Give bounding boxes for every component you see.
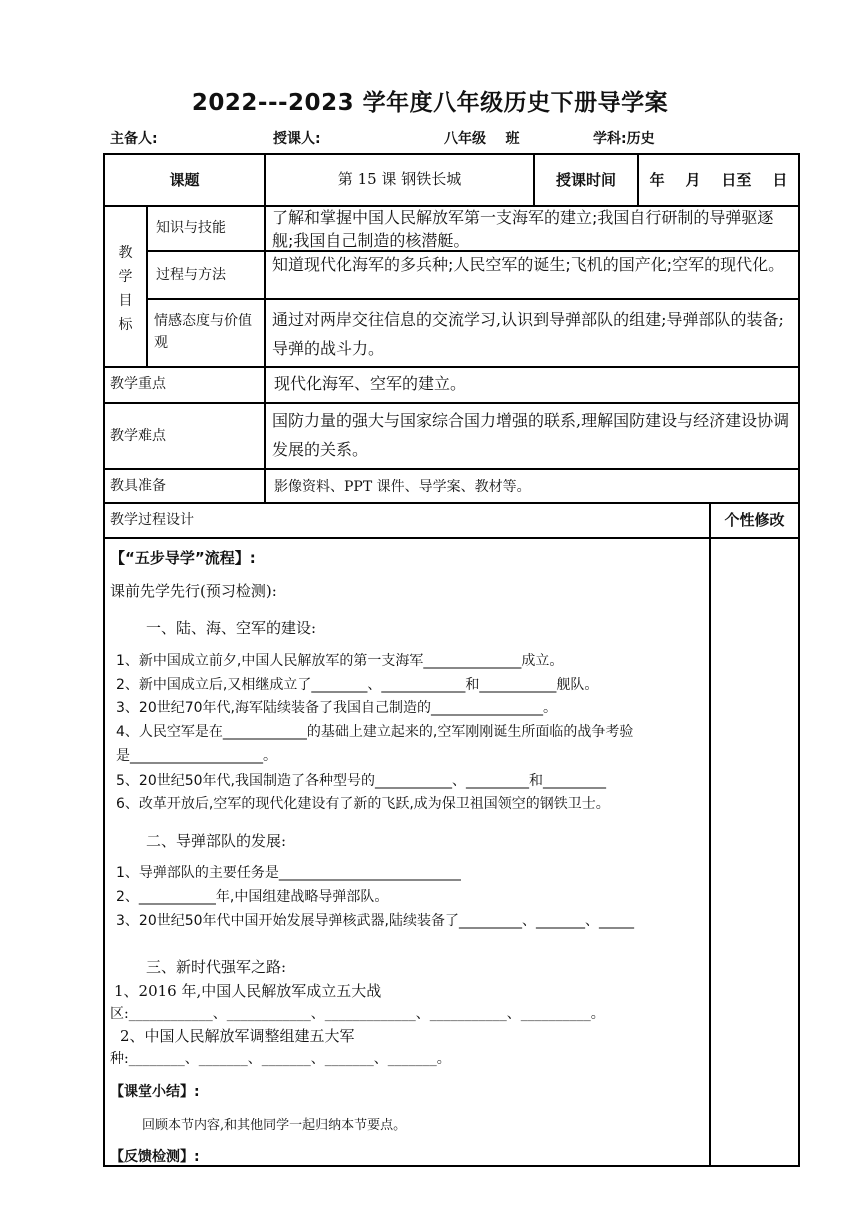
objectives-label-char: 目	[118, 293, 133, 309]
meta-grade-class: 八年级 班	[444, 131, 520, 147]
section1-item: 2、新中国成立后,又相继成立了________、____________和___________舰队。	[116, 677, 599, 693]
time-value: 年 月 日至 日	[649, 171, 788, 189]
summary-text: 回顾本节内容,和其他同学一起归纳本节要点。	[142, 1118, 407, 1133]
objective-label-attitude: 情感态度与价值观	[154, 313, 252, 351]
topic-label: 课题	[169, 171, 200, 189]
grid-line	[103, 153, 800, 155]
section1-item: 4、人民空军是在____________的基础上建立起来的,空军刚刚诞生所面临的战争考验	[116, 724, 634, 740]
section2-item: 1、导弹部队的主要任务是__________________________	[116, 865, 461, 881]
meta-lecturer: 授课人:	[273, 131, 321, 147]
objectives-label-char: 教	[118, 245, 133, 261]
grid-line	[103, 366, 800, 368]
objectives-label-char: 学	[118, 269, 133, 285]
grid-line	[103, 537, 800, 539]
grid-line	[146, 298, 800, 300]
objective-label-process: 过程与方法	[156, 267, 226, 283]
section1-item: 3、20世纪70年代,海军陆续装备了我国自己制造的________________。	[116, 700, 557, 716]
key-points-label: 教学重点	[110, 376, 166, 392]
summary-title: 【课堂小结】:	[110, 1084, 200, 1100]
topic-value: 第 15 课 钢铁长城	[337, 170, 462, 188]
grid-line	[103, 468, 800, 470]
objectives-label	[105, 241, 146, 337]
objective-label-knowledge: 知识与技能	[156, 220, 226, 236]
section3-item1-line2: 区:____________、____________、_____________、___________、__________。	[110, 1006, 605, 1022]
personal-revision-label: 个性修改	[724, 511, 785, 529]
meta-preparer: 主备人:	[110, 131, 158, 147]
grid-line	[103, 502, 800, 504]
difficulties-label: 教学难点	[110, 428, 166, 444]
section2-title: 二、导弹部队的发展:	[146, 832, 287, 850]
grid-line	[264, 205, 266, 503]
materials-content: 影像资料、PPT 课件、导学案、教材等。	[274, 479, 531, 495]
flow-title: 【“五步导学”流程】:	[110, 549, 256, 567]
feedback-title: 【反馈检测】:	[110, 1149, 200, 1165]
grid-line	[798, 153, 800, 1167]
section3-item1-line1: 1、2016 年,中国人民解放军成立五大战	[114, 982, 382, 1000]
grid-line	[709, 502, 711, 1167]
process-label: 教学过程设计	[110, 512, 194, 528]
section1-title: 一、陆、海、空军的建设:	[146, 619, 317, 637]
grid-line	[103, 1165, 800, 1167]
section3-title: 三、新时代强军之路:	[146, 958, 287, 976]
section1-item: 6、改革开放后,空军的现代化建设有了新的飞跃,成为保卫祖国领空的钢铁卫士。	[116, 796, 610, 812]
section3-item2-line2: 种:________、_______、_______、_______、_______。	[110, 1051, 451, 1067]
objectives-label-char: 标	[118, 317, 133, 333]
section1-item: 5、20世纪50年代,我国制造了各种型号的___________、_________和_________	[116, 773, 606, 789]
grid-line	[103, 402, 800, 404]
grid-line	[146, 205, 148, 368]
document-title: 2022---2023 学年度八年级历史下册导学案	[191, 90, 669, 116]
objective-content-attitude: 通过对两岸交往信息的交流学习,认识到导弹部队的组建;导弹部队的装备;导弹的战斗力。	[272, 310, 784, 358]
section2-item: 3、20世纪50年代中国开始发展导弹核武器,陆续装备了_________、_______、_____	[116, 913, 634, 929]
difficulties-content: 国防力量的强大与国家综合国力增强的联系,理解国防建设与经济建设协调发展的关系。	[272, 411, 790, 459]
time-label: 授课时间	[555, 171, 616, 189]
section1-item: 1、新中国成立前夕,中国人民解放军的第一支海军______________成立。	[116, 653, 564, 669]
section3-item2-line1: 2、中国人民解放军调整组建五大军	[120, 1027, 355, 1045]
preview-label: 课前先学先行(预习检测):	[110, 582, 277, 600]
objective-content-knowledge: 了解和掌握中国人民解放军第一支海军的建立;我国自行研制的导弹驱逐舰;我国自己制造的核潜艇。	[272, 208, 774, 250]
meta-subject: 学科:历史	[593, 131, 655, 147]
section2-item: 2、___________年,中国组建战略导弹部队。	[116, 889, 389, 905]
section1-item: 是___________________。	[116, 748, 277, 764]
materials-label: 教具准备	[110, 478, 166, 494]
key-points-content: 现代化海军、空军的建立。	[274, 374, 467, 393]
objective-content-process: 知道现代化海军的多兵种;人民空军的诞生;飞机的国产化;空军的现代化。	[272, 255, 785, 274]
